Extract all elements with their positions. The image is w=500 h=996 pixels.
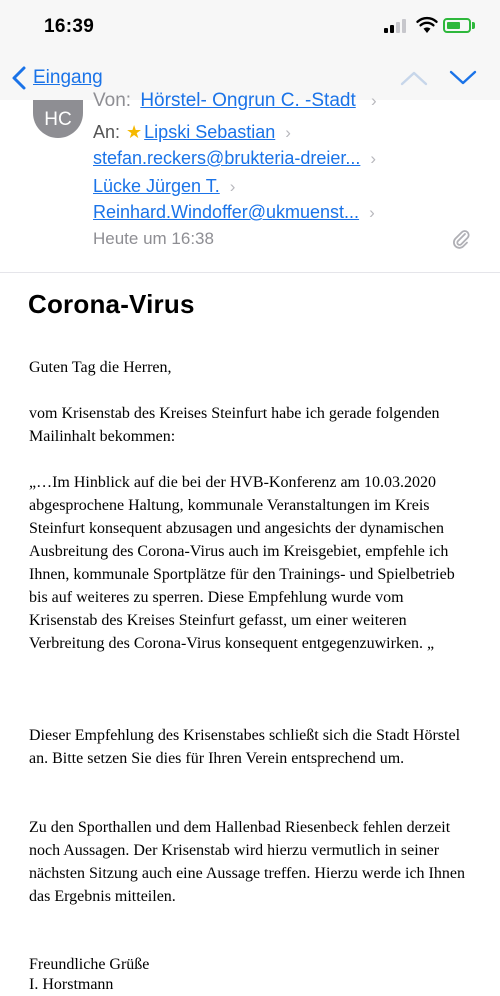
body-signature: I. Horstmann bbox=[29, 976, 114, 993]
recipient-row bbox=[93, 176, 235, 197]
mail-subject: Corona-Virus bbox=[28, 289, 195, 319]
back-button[interactable] bbox=[12, 64, 103, 92]
chevron-right-icon: › bbox=[371, 91, 377, 110]
status-bar bbox=[0, 0, 500, 56]
body-paragraph-1: vom Krisenstab des Kreises Steinfurt habe ich gerade folgenden Mailinhalt bekommen: bbox=[29, 405, 440, 445]
chevron-right-icon: › bbox=[229, 176, 236, 196]
recipient-3[interactable]: Lücke Jürgen T. bbox=[93, 176, 220, 196]
header-divider bbox=[0, 272, 500, 273]
chevron-down-icon[interactable] bbox=[449, 70, 477, 86]
back-button-label: Eingang bbox=[33, 67, 103, 88]
recipient-row bbox=[93, 148, 376, 169]
to-row bbox=[93, 122, 291, 143]
sender-name[interactable]: Hörstel- Ongrun C. -Stadt bbox=[140, 90, 356, 111]
body-closing: Freundliche Grüße bbox=[29, 956, 150, 973]
body-paragraph-4: Zu den Sporthallen und dem Hallenbad Riesenbeck fehlen derzeit noch Aussagen. Der Krisenstab wird hierzu vermutlich in seiner nächsten Sitzung auch eine Aussage treffen. Hierzu werde ich Ihnen das Ergebnis mitteilen. bbox=[29, 819, 465, 905]
from-row bbox=[93, 90, 377, 112]
body-greeting: Guten Tag die Herren, bbox=[29, 359, 172, 376]
chevron-left-icon bbox=[12, 66, 26, 90]
to-label: An: bbox=[93, 122, 121, 142]
chevron-right-icon: › bbox=[369, 202, 375, 222]
recipient-4[interactable]: Reinhard.Windoffer@ukmuenst... bbox=[93, 202, 360, 222]
body-paragraph-2: „…Im Hinblick auf die bei der HVB-Konferenz am 10.03.2020 abgesprochene Haltung, kommunale Veranstaltungen im Kreis Steinfurt konsequent abzusagen und angesichts der dynamischen Ausbreitung des Corona-Virus auch im Kreisgebiet, empfehle ich Ihnen, kommunale Sportplätze für den Trainings- und Spielbetrieb bis auf weiteres zu sperren. Diese Empfehlung wurde vom Krisenstab des Kreises Steinfurt gefasst, um einer weiteren Verbreitung des Corona-Virus konsequent entgegenzuwirken. „ bbox=[29, 474, 455, 652]
mail-header bbox=[0, 90, 500, 272]
recipient-1[interactable]: Lipski Sebastian bbox=[144, 122, 276, 142]
recipient-2[interactable]: stefan.reckers@brukteria-dreier... bbox=[93, 148, 361, 168]
battery-cap bbox=[472, 22, 475, 29]
status-time: 16:39 bbox=[44, 16, 95, 37]
battery-icon bbox=[443, 18, 471, 33]
avatar[interactable]: HC bbox=[33, 100, 83, 138]
body-paragraph-3: Dieser Empfehlung des Krisenstabes schließt sich die Stadt Hörstel an. Bitte setzen Sie dies für Ihren Verein entsprechend um. bbox=[29, 727, 461, 767]
paperclip-icon[interactable] bbox=[452, 228, 470, 250]
chevron-right-icon: › bbox=[285, 122, 291, 142]
wifi-icon bbox=[416, 16, 438, 34]
star-icon: ★ bbox=[126, 122, 143, 142]
chevron-up-icon[interactable] bbox=[400, 70, 428, 86]
from-label: Von: bbox=[93, 90, 132, 111]
recipient-row bbox=[93, 202, 375, 223]
chevron-right-icon: › bbox=[370, 148, 377, 168]
cellular-signal-icon bbox=[384, 19, 408, 33]
mail-date: Heute um 16:38 bbox=[93, 229, 214, 248]
